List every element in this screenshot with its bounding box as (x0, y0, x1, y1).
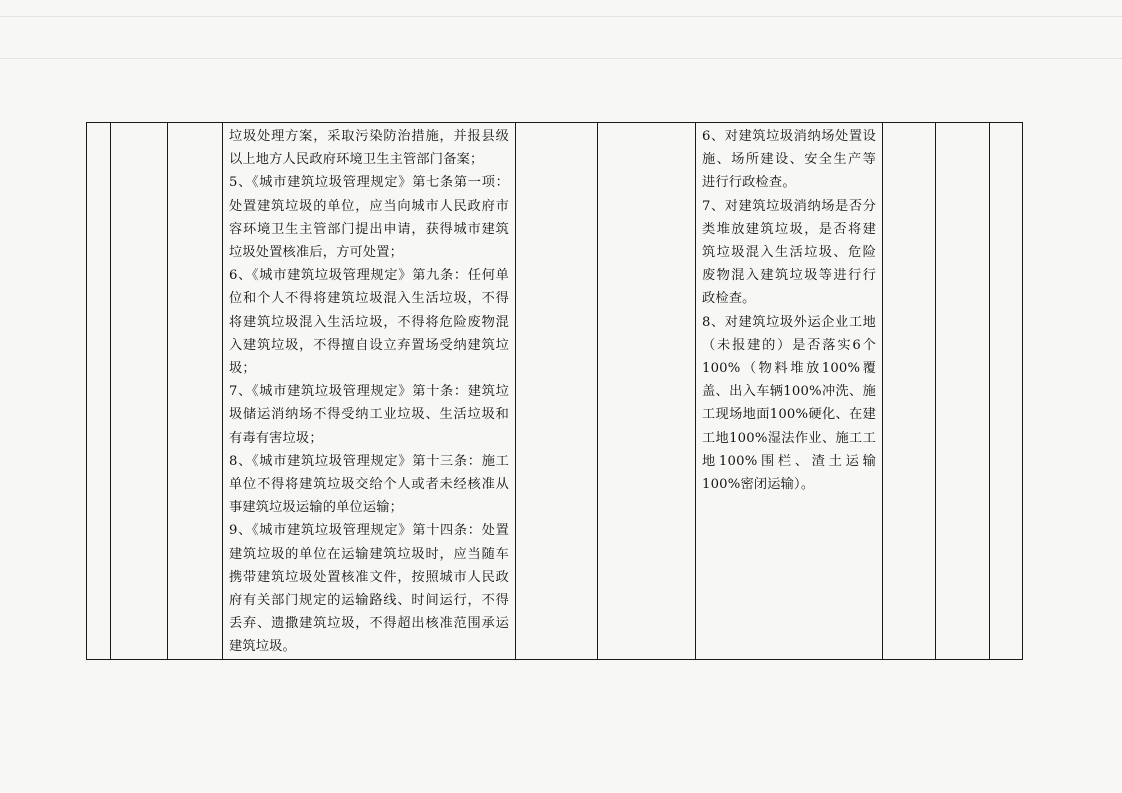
legal-basis-text (223, 123, 515, 659)
inspection-paragraph: 6、对建筑垃圾消纳场处置设施、场所建设、安全生产等进行行政检查。 (702, 129, 876, 191)
table-cell (87, 123, 111, 660)
legal-basis-paragraph: 7、《城市建筑垃圾管理规定》第十条：建筑垃圾储运消纳场不得受纳工业垃圾、生活垃圾和有毒有害垃圾； (229, 384, 509, 446)
legal-basis-paragraph: 5、《城市建筑垃圾管理规定》第七条第一项：处置建筑垃圾的单位，应当向城市人民政府市容环境卫生主管部门提出申请，获得城市建筑垃圾处置核准后，方可处置； (229, 175, 509, 261)
inspection-content-cell (696, 123, 883, 660)
legal-basis-paragraph: 9、《城市建筑垃圾管理规定》第十四条：处置建筑垃圾的单位在运输建筑垃圾时，应当随车携带建筑垃圾处置核准文件，按照城市人民政府有关部门规定的运输路线、时间运行，不得丢弃、遗撒建筑垃圾，不得超出核准范围承运建筑垃圾。 (229, 523, 509, 655)
table-cell (168, 123, 223, 660)
table-row (87, 123, 1023, 660)
document-table (86, 122, 1023, 660)
table-cell (990, 123, 1023, 660)
legal-basis-cell (223, 123, 516, 660)
inspection-paragraph: 7、对建筑垃圾消纳场是否分类堆放建筑垃圾，是否将建筑垃圾混入生活垃圾、危险废物混入建筑垃圾等进行行政检查。 (702, 198, 876, 307)
table-cell (516, 123, 598, 660)
table-cell (936, 123, 990, 660)
inspection-paragraph: 8、对建筑垃圾外运企业工地（未报建的）是否落实6个100%（物料堆放100%覆盖、出入车辆100%冲洗、施工现场地面100%硬化、在建工地100%湿法作业、施工工地100%围栏、渣土运输100%密闭运输）。 (702, 314, 876, 493)
legal-basis-paragraph: 6、《城市建筑垃圾管理规定》第九条：任何单位和个人不得将建筑垃圾混入生活垃圾，不得将建筑垃圾混入生活垃圾，不得将危险废物混入建筑垃圾，不得擅自设立弃置场受纳建筑垃圾； (229, 268, 509, 377)
table-cell (883, 123, 936, 660)
legal-basis-paragraph: 垃圾处理方案，采取污染防治措施，并报县级以上地方人民政府环境卫生主管部门备案； (229, 129, 509, 168)
scan-artifact-line (0, 58, 1122, 59)
legal-basis-paragraph: 8、《城市建筑垃圾管理规定》第十三条：施工单位不得将建筑垃圾交给个人或者未经核准从事建筑垃圾运输的单位运输； (229, 453, 509, 516)
inspection-content-text (696, 123, 882, 496)
table-cell (111, 123, 168, 660)
scan-artifact-line (0, 16, 1122, 17)
table-cell (598, 123, 696, 660)
